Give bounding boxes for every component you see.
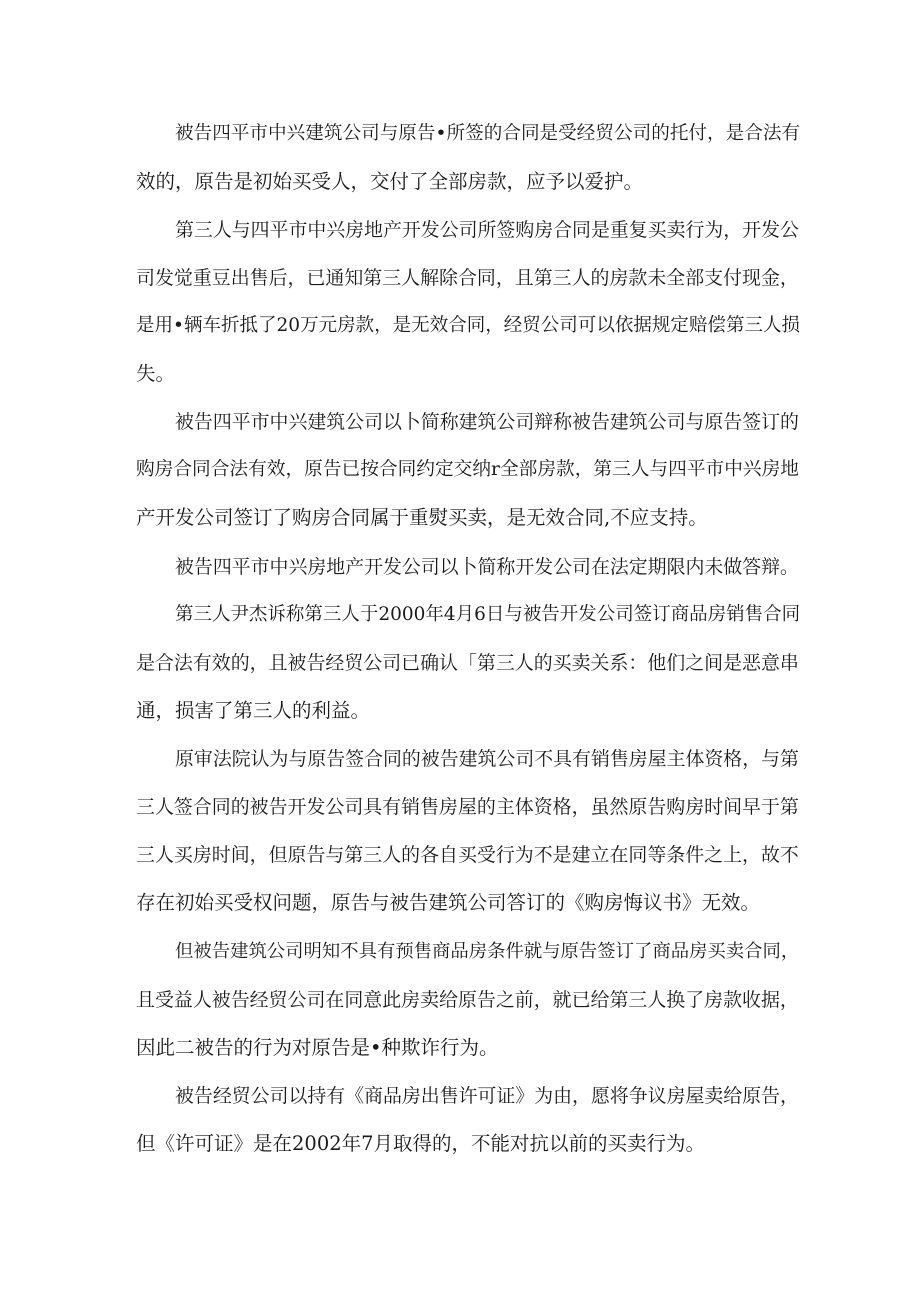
paragraph-7-line-1: 但被告建筑公司明知不具有预售商品房条件就与原告签订了商品房买卖合同， <box>175 941 800 962</box>
paragraph-5-line-2: 是合法有效的，且被告经贸公司已确认「第三人的买卖关系：他们之间是恶意串 <box>136 652 799 674</box>
paragraph-3-line-1: 被告四平市中兴建筑公司以卜简称建筑公司辩称被告建筑公司与原告签订的 <box>175 411 799 433</box>
paragraph-2-line-2: 司发觉重豆出售后，已通知第三人解除合同，且第三人的房款未全部支付现金， <box>136 267 799 289</box>
paragraph-2-line-4: 失。 <box>136 362 176 385</box>
paragraph-6-line-4: 存在初始买受权问题，原告与被告建筑公司答订的《购房悔议书》无效。 <box>136 891 761 914</box>
paragraph-7-line-3: 因此二被告的行为对原告是•种欺诈行为。 <box>136 1036 499 1059</box>
paragraph-8-line-1: 被告经贸公司以持有《商品房出售许可证》为由，愿将争议房屋卖给原告， <box>175 1085 799 1107</box>
paragraph-1-line-2: 效的，原告是初始买受人，交付了全部房款，应予以爱护。 <box>136 170 644 193</box>
paragraph-5-line-3: 通，损害了第三人的利益。 <box>136 699 371 722</box>
paragraph-8-line-2: 但《许可证》是在2002年7月取得的，不能对抗以前的买卖行为。 <box>136 1132 706 1155</box>
paragraph-2-line-3: 是用•辆车折抵了20万元房款，是无效合同，经贸公司可以依据规定赔偿第三人损 <box>136 315 801 336</box>
paragraph-4-line-1: 被告四平市中兴房地产开发公司以卜简称开发公司在法定期限内未做答辩。 <box>175 556 799 578</box>
paragraph-6-line-3: 三人买房时间，但原告与第三人的各自买受行为不是建立在同等条件之上，故不 <box>136 844 799 866</box>
paragraph-3-line-3: 产开发公司签订了购房合同属于重熨买卖，是无效合同,不应支持。 <box>136 506 708 529</box>
paragraph-2-line-1: 第三人与四平市中兴房地产开发公司所签购房合同是重复买卖行为，开发公 <box>175 219 799 241</box>
paragraph-7-line-2: 且受益人被告经贸公司在同意此房卖给原告之前，就已给第三人换了房款收据， <box>136 989 799 1011</box>
paragraph-1-line-1: 被告四平市中兴建筑公司与原告•所签的合同是受经贸公司的托付，是合法有 <box>175 123 801 144</box>
paragraph-3-line-2: 购房合同合法有效，原告已按合同约定交纳r全部房款，第三人与四平市中兴房地 <box>136 459 799 480</box>
paragraph-6-line-1: 原审法院认为与原告签合同的被告建筑公司不具有销售房屋主体资格，与第 <box>175 748 799 770</box>
paragraph-6-line-2: 三人签合同的被告开发公司具有销售房屋的主体资格，虽然原告购房时间早于第 <box>136 796 799 818</box>
paragraph-5-line-1: 第三人尹杰诉称第三人于2000年4月6日与被告开发公司签订商品房销售合同 <box>175 604 801 625</box>
